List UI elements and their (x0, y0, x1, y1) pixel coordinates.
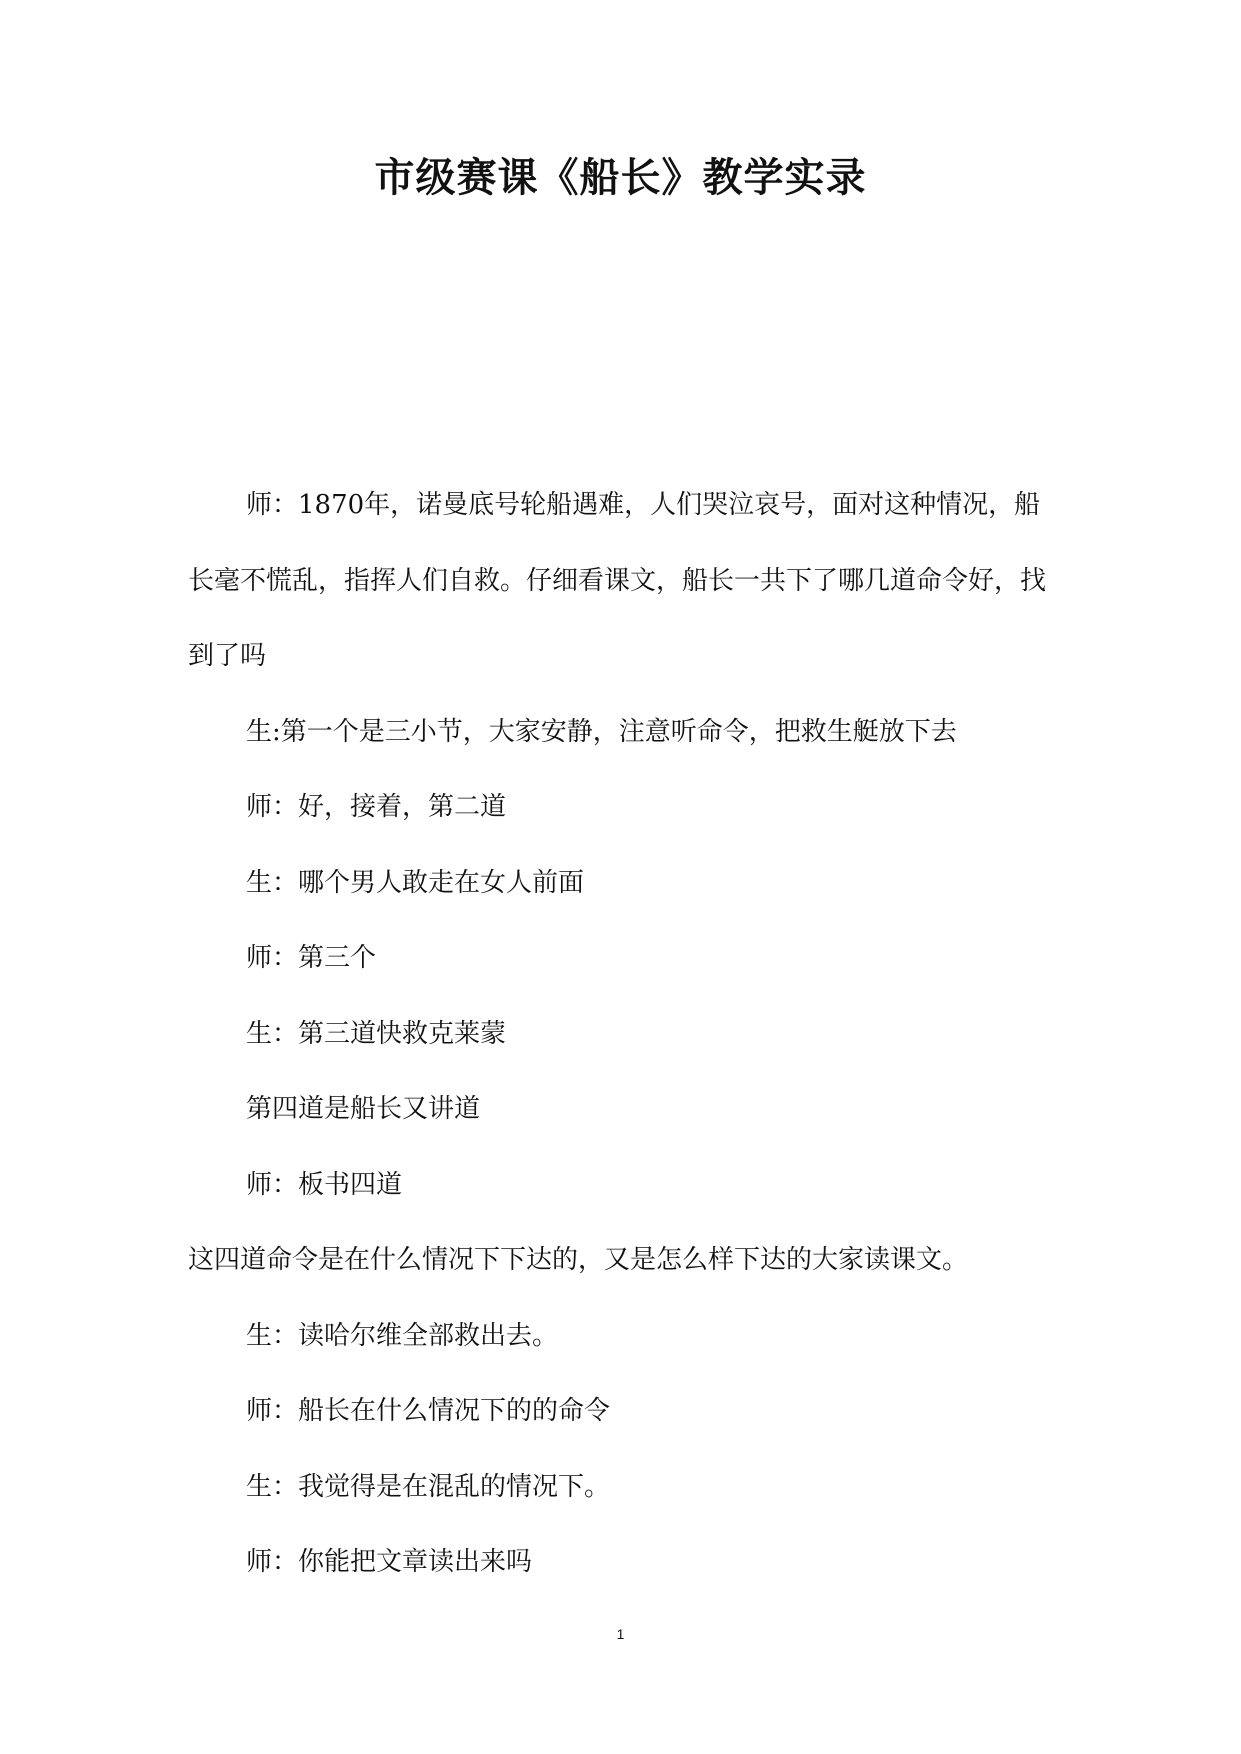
paragraph: 生：读哈尔维全部救出去。 (246, 1320, 559, 1351)
paragraph: 师：1870年，诺曼底号轮船遇难，人们哭泣哀号，面对这种情况，船长毫不慌乱，指挥人们自救。仔细看课文，船长一共下了哪几道命令好，找到了吗 (188, 490, 1047, 671)
paragraph: 师：你能把文章读出来吗 (246, 1547, 533, 1577)
paragraph: 师：好，接着，第二道 (246, 792, 507, 822)
paragraph: 师：第三个 (246, 943, 377, 973)
document-title: 市级赛课《船长》教学实录 (374, 154, 867, 201)
paragraph: 师：板书四道 (246, 1169, 403, 1200)
page-number: 1 (616, 1626, 625, 1642)
paragraph: 师：船长在什么情况下的的命令 (246, 1396, 611, 1426)
paragraph: 这四道命令是在什么情况下下达的，又是怎么样下达的大家读课文。 (188, 1245, 969, 1275)
paragraph: 生：第三道快救克莱蒙 (246, 1018, 507, 1049)
document-body (188, 468, 1058, 1601)
paragraph: 生：哪个男人敢走在女人前面 (246, 867, 585, 898)
paragraph: 第四道是船长又讲道 (246, 1094, 481, 1124)
paragraph: 生：我觉得是在混乱的情况下。 (246, 1471, 611, 1502)
paragraph: 生:第一个是三小节，大家安静，注意听命令，把救生艇放下去 (246, 716, 957, 747)
